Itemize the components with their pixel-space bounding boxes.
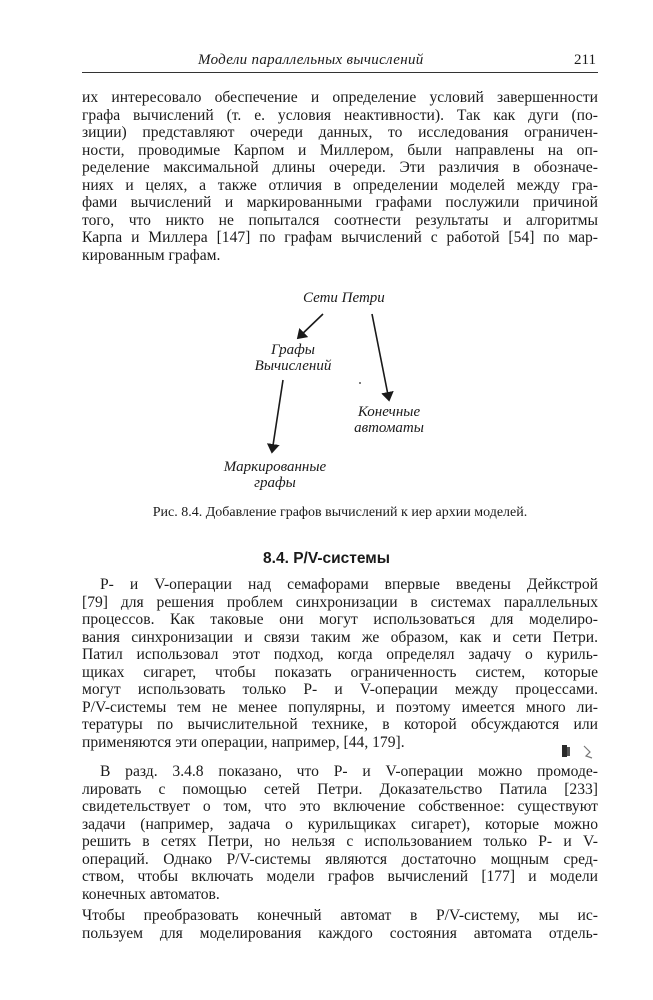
node-petri-nets	[303, 290, 385, 306]
text-line: В разд. 3.4.8 показано, что P- и V-операции можно промоде-	[100, 763, 598, 780]
text-line: P/V-системы тем не менее популярны, и поэтому имеется много ли-	[82, 698, 598, 716]
text-line: [79] для решения проблем синхронизации в системах параллельных	[82, 593, 598, 611]
node-finite-automata	[344, 404, 434, 436]
text-line: Патил использовал этот подход, когда определял задачу о куриль-	[82, 646, 598, 663]
text-line: Чтобы преобразовать конечный автомат в P/V-систему, мы ис-	[82, 907, 598, 924]
paragraph-4	[82, 907, 598, 942]
paragraph-2	[82, 576, 598, 751]
text-line: щиках сигарет, чтобы показать ограниченность систем, которые	[82, 663, 598, 681]
text-line: пользуем для моделирования каждого состояния автомата отдель-	[82, 924, 598, 942]
node-label-line: Графы	[271, 342, 315, 358]
text-line: их интересовало обеспечение и определение условий завершенности	[82, 89, 598, 106]
arrow-petri-to-finite-automata	[372, 314, 389, 400]
arrow-petri-to-computation-graphs	[298, 314, 323, 338]
page-number: 211	[574, 52, 596, 68]
text-line: ределение максимальной длины очереди. Эти различия в обозначе-	[82, 159, 598, 176]
section-heading: 8.4. P/V-системы	[263, 550, 390, 567]
text-line: операций. Однако P/V-системы являются достаточно мощным сред-	[82, 850, 598, 868]
node-label-line: Маркированные	[223, 459, 327, 475]
text-line: ности, проводимые Карпом и Миллером, были направлены на оп-	[82, 141, 598, 159]
text-line: свидетельствует о том, что это включение собственное: существуют	[82, 798, 598, 815]
text-line: лировать с помощью сетей Петри. Доказательство Патила [233]	[82, 780, 598, 798]
text-line: могут использовать только P- и V-операции между процессами.	[82, 681, 598, 698]
text-line: ниях и целях, а также отличия в определении моделей между гра-	[82, 176, 598, 194]
speck	[359, 382, 361, 384]
text-line: процессов. Как таковые они могут использоваться для моделиро-	[82, 611, 598, 628]
paragraph-3	[82, 763, 598, 903]
node-label-line: автоматы	[354, 420, 424, 436]
text-line: тературы по вычислительной технике, в которой обсуждаются или	[82, 716, 598, 733]
text-line: зиции) представляют очереди данных, то исследования ограничен-	[82, 124, 598, 141]
text-line: решить в сетях Петри, но нельзя с использованием только P- и V-	[82, 833, 598, 850]
node-marked-graphs	[212, 459, 338, 491]
arrow-computation-to-marked-graphs	[272, 380, 283, 452]
text-line: P- и V-операции над семафорами впервые введены Дейкстрой	[100, 576, 598, 593]
text-line: задачи (например, задача о курильщиках сигарет), которые можно	[82, 815, 598, 833]
text-line: ством, чтобы включать модели графов вычислений [177] и модели	[82, 868, 598, 885]
text-line: графа вычислений (т. е. условия неактивности). Так как дуги (по-	[82, 106, 598, 124]
text-line: фами вычислений и маркированными графами послужили причиной	[82, 194, 598, 211]
node-computation-graphs	[248, 342, 338, 374]
figure-caption: Рис. 8.4. Добавление графов вычислений к иер архии моделей.	[152, 505, 528, 520]
text-line: кированным графам.	[82, 246, 221, 264]
text-line: Карпа и Миллера [147] по графам вычислений с работой [54] по мар-	[82, 229, 598, 246]
node-label-line: Вычислений	[254, 358, 332, 374]
node-petri-nets-label: Сети Петри	[303, 290, 385, 306]
text-line: того, что никто не попытался соотнести результаты и алгоритмы	[82, 211, 598, 229]
ink-smudge	[560, 742, 600, 762]
node-label-line: графы	[254, 475, 296, 491]
text-line: применяются эти операции, например, [44, 179].	[82, 733, 405, 751]
node-label-line: Конечные	[357, 404, 421, 420]
text-line: конечных автоматов.	[82, 885, 220, 903]
text-line: вания синхронизации и связи таким же образом, как и сети Петри.	[82, 628, 598, 646]
running-header-title: Модели параллельных вычислений	[198, 52, 424, 68]
